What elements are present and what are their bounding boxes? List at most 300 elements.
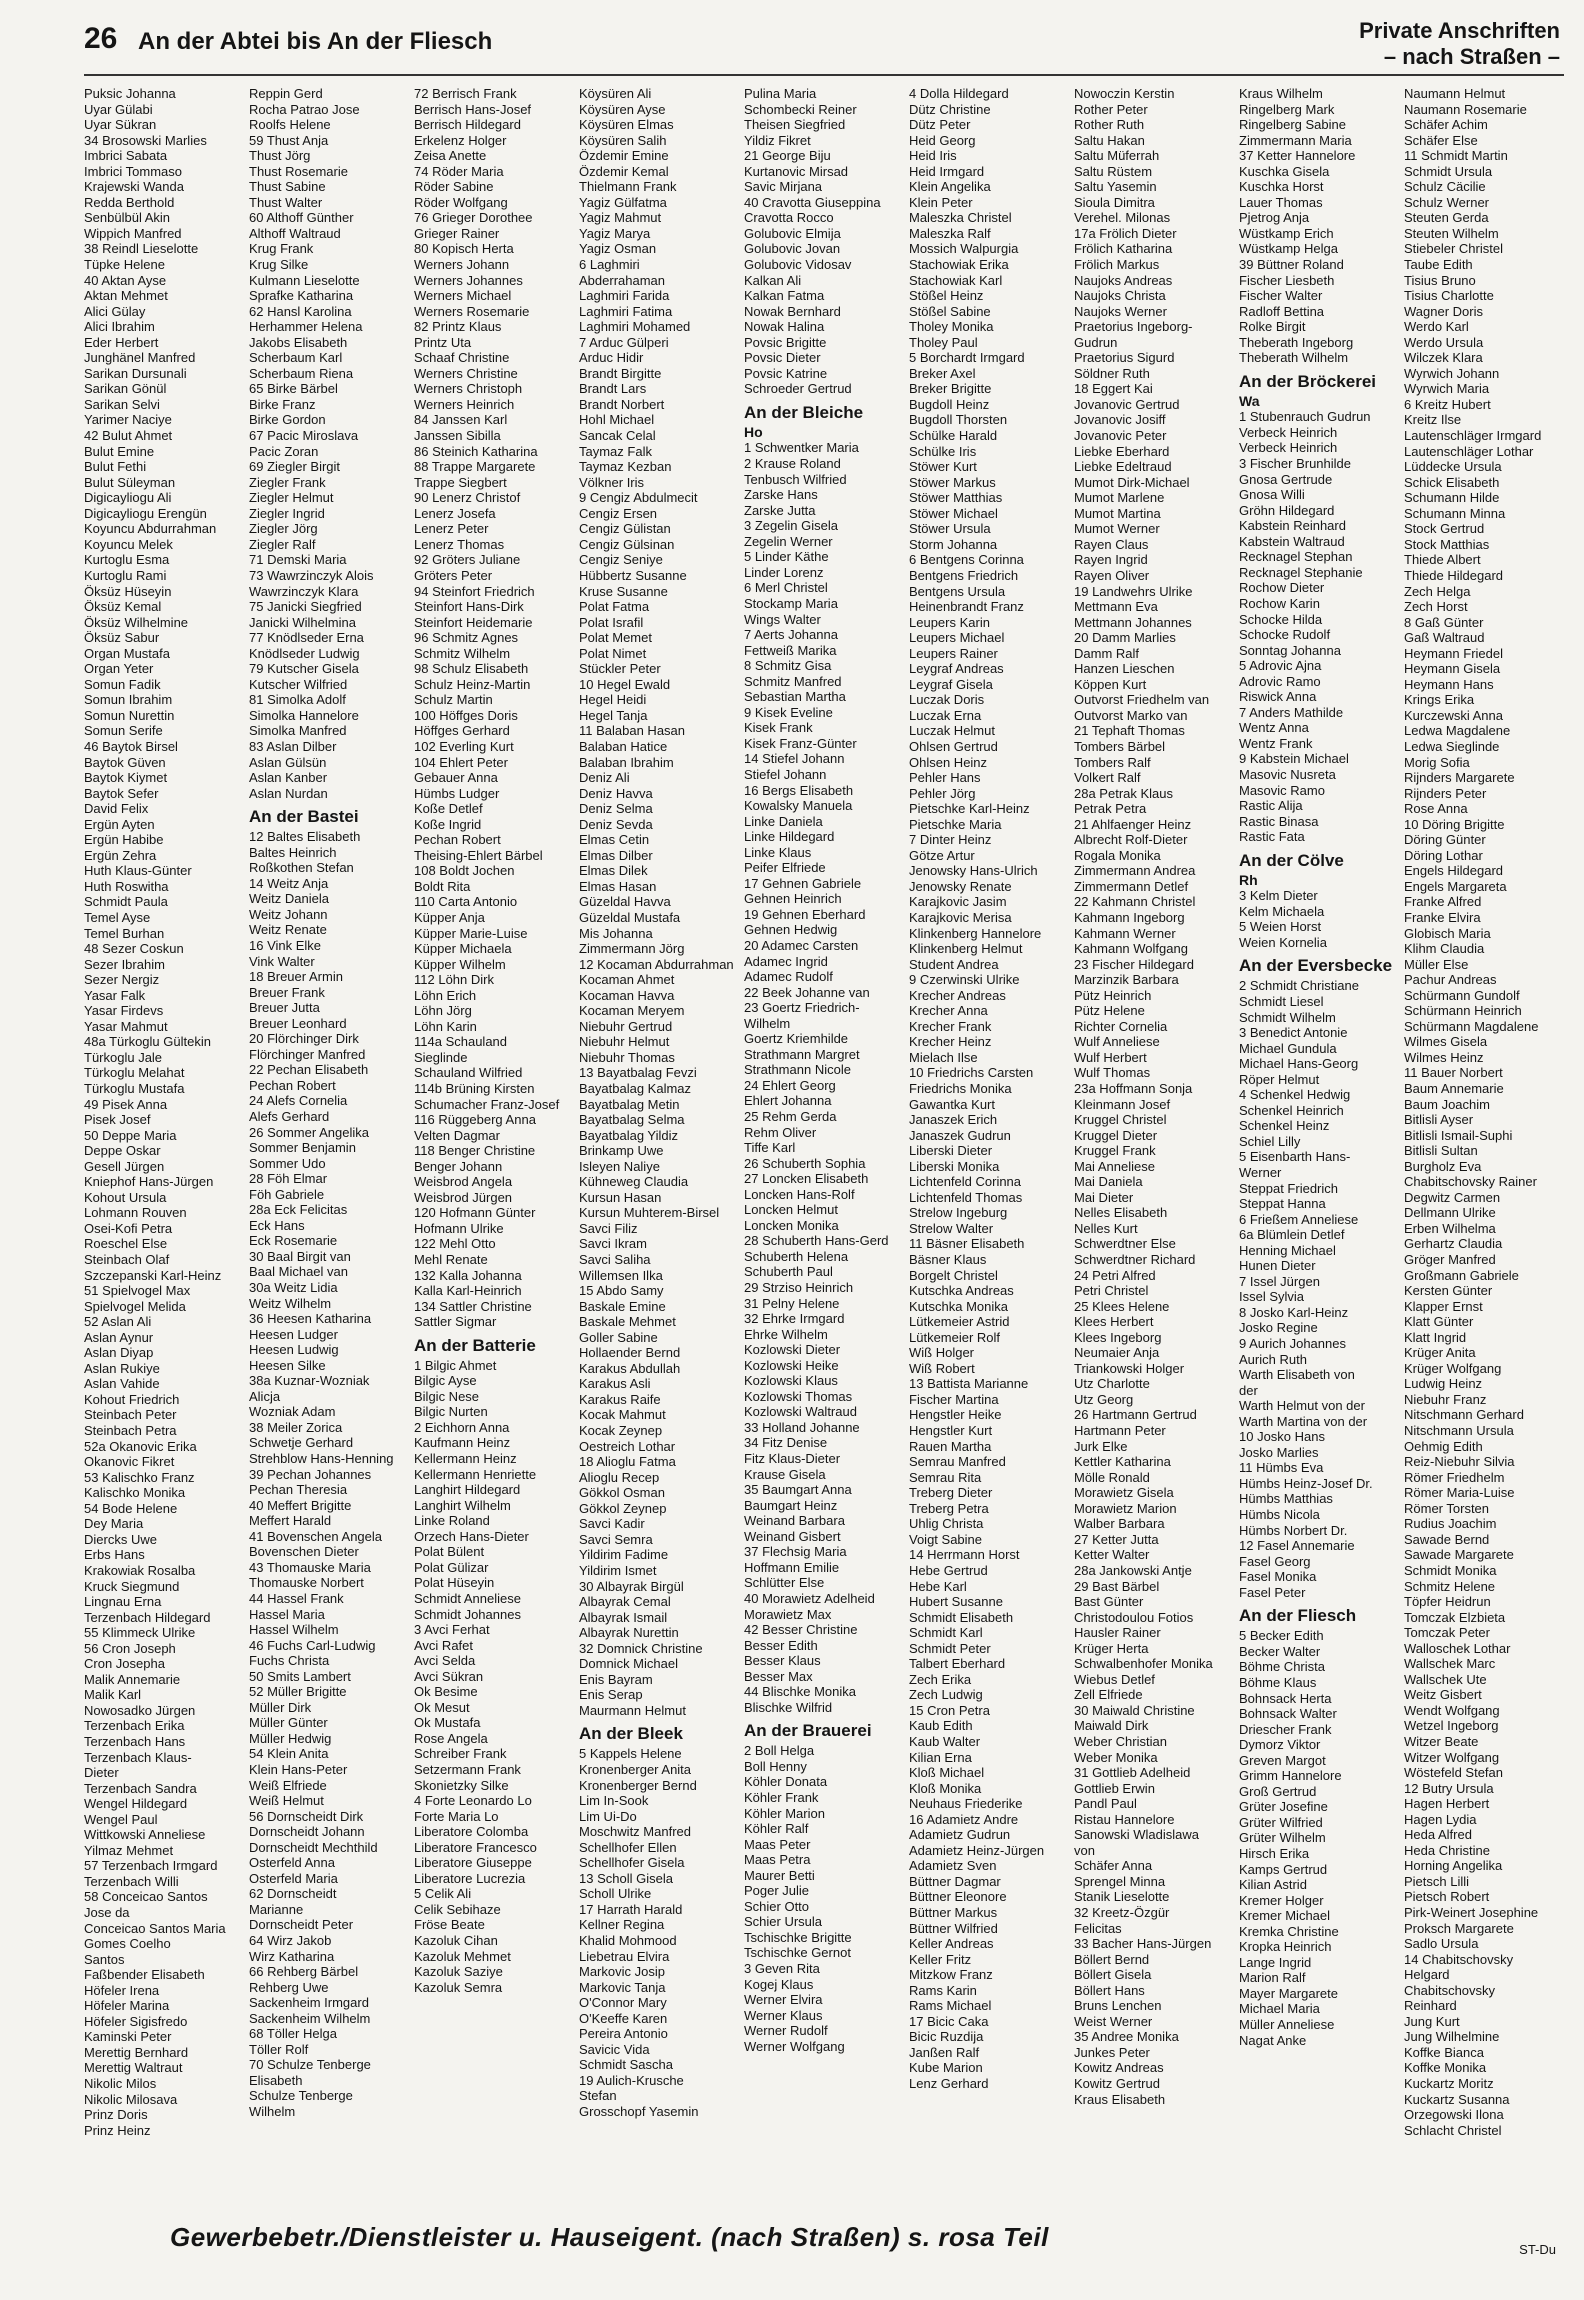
list-item: Roßkothen Stefan	[249, 860, 354, 876]
list-item: Yasar Mahmut	[84, 1018, 168, 1034]
list-item: Voigt Sabine	[909, 1531, 983, 1547]
list-item: 43 Thomauske Maria	[249, 1559, 371, 1575]
list-item: Avci Sükran	[414, 1668, 484, 1684]
list-item: 50 Smits Lambert	[249, 1668, 351, 1684]
list-item: Josko Marlies	[1239, 1444, 1319, 1460]
list-item: Krüger Herta	[1074, 1640, 1149, 1656]
list-item: Praetorius Ingeborg-	[1074, 319, 1193, 335]
list-item: Abderrahaman	[579, 272, 665, 288]
list-item: 27 Ketter Jutta	[1074, 1531, 1159, 1547]
list-item: Weitz Daniela	[249, 891, 329, 907]
list-item: 37 Ketter Hannelore	[1239, 148, 1356, 164]
list-item: Wulf Anneliese	[1074, 1034, 1160, 1050]
list-item: Deniz Ali	[579, 770, 630, 786]
directory-column	[579, 86, 747, 2120]
list-item: Hassel Wilhelm	[249, 1622, 339, 1638]
list-item: Horning Angelika	[1404, 1858, 1503, 1874]
list-item: 36 Heesen Katharina	[249, 1311, 372, 1327]
list-item: Köppen Kurt	[1074, 676, 1147, 692]
list-item: Pechan Theresia	[249, 1482, 348, 1498]
list-item: Laghmiri Mohamed	[579, 319, 691, 335]
list-item: Gehnen Hedwig	[744, 922, 838, 938]
list-item: Köhler Donata	[744, 1774, 828, 1790]
list-item: Römer Torsten	[1404, 1500, 1490, 1516]
list-item: Zech Horst	[1404, 599, 1468, 615]
list-item: Alioglu Recep	[579, 1469, 660, 1485]
list-item: Outvorst Marko van	[1074, 707, 1188, 723]
list-item: Liberatore Francesco	[414, 1839, 537, 1855]
list-item: Nowosadko Jürgen	[84, 1702, 196, 1718]
list-item: Groß Gertrud	[1239, 1783, 1317, 1799]
list-item: Bitlisli Ismail-Suphi	[1404, 1127, 1513, 1143]
list-item: Masovic Ramo	[1239, 782, 1325, 798]
list-item: 14 Herrmann Horst	[909, 1547, 1020, 1563]
list-item: Heesen Ludger	[249, 1326, 338, 1342]
list-item: 67 Pacic Miroslava	[249, 428, 359, 444]
list-item: Nowak Halina	[744, 319, 825, 335]
list-item: Terzenbach Erika	[84, 1718, 185, 1734]
list-item: Saltu Rüstem	[1074, 163, 1153, 179]
list-item: 68 Töller Helga	[249, 2026, 337, 2042]
list-item: 102 Everling Kurt	[414, 738, 514, 754]
list-item: Aurich Ruth	[1239, 1351, 1307, 1367]
list-item: Jovanovic Peter	[1074, 428, 1167, 444]
list-item: Treberg Dieter	[909, 1485, 993, 1501]
list-item: Schmitz Manfred	[744, 673, 842, 689]
list-item: 5 Weien Horst	[1239, 919, 1322, 935]
list-item: Schmidt Anneliese	[414, 1590, 521, 1606]
list-item: Baytok Sefer	[84, 785, 159, 801]
list-item: Bilgic Nese	[414, 1388, 480, 1404]
list-item: Klinkenberg Helmut	[909, 941, 1023, 957]
list-item: 39 Pechan Johannes	[249, 1466, 372, 1482]
list-item: Rams Michael	[909, 1998, 992, 2014]
list-item: Roolfs Helene	[249, 117, 331, 133]
list-item: 10 Hegel Ewald	[579, 676, 671, 692]
list-item: Fettweiß Marika	[744, 642, 837, 658]
list-item: Strelow Walter	[909, 1220, 994, 1236]
list-item: 53 Kalischko Franz	[84, 1469, 195, 1485]
list-item: Sprengel Minna	[1074, 1873, 1166, 1889]
list-item: 6 Bentgens Corinna	[909, 552, 1024, 568]
list-item: Okanovic Fikret	[84, 1454, 175, 1470]
list-item: Karajkovic Jasim	[909, 894, 1007, 910]
list-item: Götze Artur	[909, 847, 975, 863]
list-item: Rams Karin	[909, 1982, 977, 1998]
list-item: Ledwa Sieglinde	[1404, 738, 1500, 754]
list-item: Roeschel Else	[84, 1236, 168, 1252]
list-item: Liberski Monika	[909, 1158, 1000, 1174]
list-item: Breuer Leonhard	[249, 1015, 347, 1031]
list-item: Storm Johanna	[909, 536, 998, 552]
list-item: Klein Peter	[909, 194, 973, 210]
list-item: Treberg Petra	[909, 1500, 989, 1516]
list-item: Pjetrog Anja	[1239, 210, 1310, 226]
list-item: Grieger Rainer	[414, 225, 500, 241]
list-item: Schenkel Heinrich	[1239, 1102, 1344, 1118]
list-item: 40 Morawietz Adelheid	[744, 1590, 875, 1606]
list-item: Jakobs Elisabeth	[249, 334, 348, 350]
list-item: Klatt Günter	[1404, 1314, 1474, 1330]
list-item: Kube Marion	[909, 2060, 983, 2076]
list-item: 15 Cron Petra	[909, 1702, 990, 1718]
list-item: Werdo Ursula	[1404, 334, 1484, 350]
list-item: 84 Janssen Karl	[414, 412, 508, 428]
list-item: 76 Grieger Dorothee	[414, 210, 533, 226]
list-item: Röder Sabine	[414, 179, 494, 195]
list-item: Sezer Ibrahim	[84, 956, 165, 972]
list-item: Sawade Margarete	[1404, 1547, 1514, 1563]
list-item: Deppe Oskar	[84, 1143, 161, 1159]
list-item: Richter Cornelia	[1074, 1018, 1168, 1034]
list-item: Trappe Siegbert	[414, 474, 507, 490]
list-item: 5 Eisenbarth Hans-	[1239, 1149, 1351, 1165]
list-item: Digicayliogu Ali	[84, 490, 172, 506]
list-item: Brandt Norbert	[579, 396, 665, 412]
list-item: Golubovic Elmija	[744, 225, 841, 241]
list-item: Driescher Frank	[1239, 1721, 1332, 1737]
list-item: Pechan Robert	[249, 1077, 336, 1093]
list-item: Rijnders Peter	[1404, 785, 1487, 801]
list-item: Heid Georg	[909, 132, 976, 148]
list-item: Loncken Hans-Rolf	[744, 1186, 855, 1202]
list-item: Wings Walter	[744, 611, 821, 627]
list-item: Kabstein Reinhard	[1239, 518, 1346, 534]
list-item: Werner Klaus	[744, 2007, 823, 2023]
list-item: Kronenberger Anita	[579, 1761, 692, 1777]
list-item: Baytok Kiymet	[84, 770, 168, 786]
list-item: Kaub Edith	[909, 1718, 973, 1734]
list-item: Stiebeler Christel	[1404, 241, 1503, 257]
list-item: Jose da	[84, 1904, 130, 1920]
list-item: Höfeler Sigisfredo	[84, 2013, 188, 2029]
list-item: 1 Schwentker Maria	[744, 440, 859, 456]
list-item: Prinz Heinz	[84, 2122, 151, 2138]
list-item: Ziegler Ralf	[249, 536, 316, 552]
list-item: 94 Steinfort Friedrich	[414, 583, 535, 599]
list-item: Yagiz Osman	[579, 241, 657, 257]
list-item: Mai Dieter	[1074, 1189, 1134, 1205]
list-item: Werners Christoph	[414, 381, 523, 397]
list-item: Koffke Monika	[1404, 2060, 1487, 2076]
list-item: Sezer Nergiz	[84, 972, 160, 988]
list-item: Janssen Sibilla	[414, 428, 501, 444]
list-item: 82 Printz Klaus	[414, 319, 502, 335]
list-item: Lingnau Erna	[84, 1594, 162, 1610]
list-item: Yildiz Fikret	[744, 132, 811, 148]
list-item: Wöstefeld Stefan	[1404, 1765, 1503, 1781]
list-item: Völkner Iris	[579, 474, 645, 490]
list-item: Hassel Maria	[249, 1606, 325, 1622]
list-item: 8 Gaß Günter	[1404, 614, 1484, 630]
list-item: Kellner Regina	[579, 1917, 665, 1933]
list-item: Forte Maria Lo	[414, 1808, 499, 1824]
list-item: Petrak Petra	[1074, 801, 1147, 817]
list-item: Kruck Siegmund	[84, 1578, 180, 1594]
list-item: Kaufmann Heinz	[414, 1435, 511, 1451]
list-item: 16 Vink Elke	[249, 937, 322, 953]
list-item: Hoffmann Emilie	[744, 1559, 840, 1575]
list-item: 10 Döring Brigitte	[1404, 816, 1505, 832]
list-item: Terzenbach Sandra	[84, 1780, 197, 1796]
list-item: Jung Wilhelmine	[1404, 2029, 1500, 2045]
list-item: Hümbs Nicola	[1239, 1507, 1320, 1523]
list-item: Röder Wolfgang	[414, 194, 508, 210]
list-item: Zech Ludwig	[909, 1687, 983, 1703]
list-item: Böllert Hans	[1074, 1982, 1145, 1998]
list-item: 44 Blischke Monika	[744, 1684, 856, 1700]
list-item: 62 Hansl Karolina	[249, 303, 352, 319]
list-item: Rogala Monika	[1074, 847, 1161, 863]
list-item: Besser Klaus	[744, 1653, 821, 1669]
list-item: Zimmermann Maria	[1239, 132, 1352, 148]
list-item: 33 Bacher Hans-Jürgen	[1074, 1936, 1212, 1952]
list-item: Degwitz Carmen	[1404, 1189, 1501, 1205]
list-item: Kruggel Christel	[1074, 1112, 1167, 1128]
list-item: 13 Scholl Gisela	[579, 1870, 673, 1886]
list-item: 14 Stiefel Johann	[744, 751, 845, 767]
list-item: Bulut Emine	[84, 443, 155, 459]
list-item: Polat Fatma	[579, 599, 650, 615]
list-item: Thomauske Norbert	[249, 1575, 364, 1591]
street-heading: An der Batterie	[414, 1335, 536, 1355]
list-item: 5 Borchardt Irmgard	[909, 350, 1025, 366]
list-item: Jurk Elke	[1074, 1438, 1128, 1454]
list-item: Saltu Hakan	[1074, 132, 1145, 148]
list-item: Rochow Dieter	[1239, 580, 1325, 596]
list-item: Helgard	[1404, 1967, 1450, 1983]
list-item: Deniz Havva	[579, 785, 653, 801]
list-item: Utz Charlotte	[1074, 1376, 1150, 1392]
list-item: Bulut Süleyman	[84, 474, 176, 490]
list-item: Polat Hüseyin	[414, 1575, 495, 1591]
list-item: 1 Stubenrauch Gudrun	[1239, 409, 1371, 425]
list-item: Burgholz Eva	[1404, 1158, 1482, 1174]
list-item: Weitz Renate	[249, 922, 327, 938]
list-item: Marianne	[249, 1901, 304, 1917]
list-item: Steinbach Peter	[84, 1407, 177, 1423]
list-item: Koße Detlef	[414, 801, 483, 817]
list-item: Warth Martina von der	[1239, 1413, 1368, 1429]
list-item: Aslan Nurdan	[249, 785, 328, 801]
list-item: 5 Becker Edith	[1239, 1628, 1324, 1644]
list-item: Sprafke Katharina	[249, 288, 354, 304]
street-heading: An der Bleiche	[744, 402, 864, 422]
list-item: Wiß Robert	[909, 1360, 975, 1376]
list-item: Temel Ayse	[84, 909, 151, 925]
list-item: Müller Dirk	[249, 1699, 312, 1715]
list-item: Fuchs Christa	[249, 1653, 330, 1669]
list-item: Pietschke Karl-Heinz	[909, 801, 1030, 817]
list-item: Wilmes Heinz	[1404, 1049, 1484, 1065]
list-item: 26 Schuberth Sophia	[744, 1155, 866, 1171]
list-item: Baal Michael van	[249, 1264, 348, 1280]
list-item: 7 Issel Jürgen	[1239, 1273, 1320, 1289]
list-item: Friedrichs Monika	[909, 1081, 1012, 1096]
list-item: Althoff Waltraud	[249, 225, 341, 241]
list-item: Hengstler Heike	[909, 1407, 1002, 1423]
list-item: Kursun Hasan	[579, 1189, 662, 1205]
list-item: Grosschopf Yasemin	[579, 2104, 699, 2119]
list-item: Brandt Birgitte	[579, 365, 662, 381]
list-item: 66 Rehberg Bärbel	[249, 1964, 359, 1980]
list-item: Baum Annemarie	[1404, 1081, 1504, 1096]
list-item: Lenz Gerhard	[909, 2076, 989, 2091]
list-item: Organ Yeter	[84, 661, 154, 677]
list-item: Henning Michael	[1239, 1242, 1336, 1258]
list-item: 34 Brosowski Marlies	[84, 132, 207, 148]
list-item: Müller Hedwig	[249, 1730, 332, 1746]
list-item: Köhler Frank	[744, 1789, 819, 1805]
list-item: 30 Maiwald Christine	[1074, 1702, 1195, 1718]
list-item: Schmidt Karl	[909, 1625, 983, 1641]
list-item: 5 Kappels Helene	[579, 1746, 682, 1762]
directory-column	[84, 86, 252, 2138]
list-item: Adrovic Ramo	[1239, 673, 1321, 689]
list-item: Diercks Uwe	[84, 1531, 157, 1547]
list-item: Schülke Harald	[909, 428, 998, 444]
footer-note: Gewerbebetr./Dienstleister u. Hauseigent. (nach Straßen) s. rosa Teil	[170, 2222, 1049, 2252]
list-item: Hümbs Matthias	[1239, 1491, 1333, 1507]
list-item: Schmidt Elisabeth	[909, 1609, 1014, 1625]
list-item: Enis Bayram	[579, 1671, 653, 1687]
list-item: Rother Ruth	[1074, 117, 1145, 133]
list-item: 120 Hofmann Günter	[414, 1205, 536, 1221]
list-item: Rastic Fata	[1239, 829, 1305, 845]
list-item: Printz Uta	[414, 334, 472, 350]
list-item: Strathmann Margret	[744, 1046, 860, 1062]
list-item: Kowitz Gertrud	[1074, 2076, 1160, 2091]
list-item: Kamps Gertrud	[1239, 1861, 1328, 1877]
list-item: Aslan Vahide	[84, 1376, 160, 1392]
list-item: Kniephof Hans-Jürgen	[84, 1174, 214, 1190]
list-item: 8 Josko Karl-Heinz	[1239, 1304, 1349, 1320]
list-item: Kronenberger Bernd	[579, 1777, 697, 1793]
list-item: Bäsner Klaus	[909, 1252, 987, 1268]
list-item: 108 Boldt Jochen	[414, 863, 515, 879]
list-item: Lautenschläger Lothar	[1404, 443, 1534, 459]
list-item: Vink Walter	[249, 953, 315, 969]
list-item: Baytok Güven	[84, 754, 166, 770]
list-item: Ehlert Johanna	[744, 1093, 832, 1109]
list-item: 17 Gehnen Gabriele	[744, 875, 862, 891]
list-item: Wüstkamp Helga	[1239, 241, 1338, 257]
list-item: Albayrak Nurettin	[579, 1625, 679, 1641]
list-item: Küpper Michaela	[414, 941, 512, 957]
list-item: Ok Besime	[414, 1684, 478, 1700]
street-heading: An der Bröckerei	[1239, 371, 1376, 391]
list-item: Wilczek Klara	[1404, 350, 1483, 366]
list-item: Stöwer Ursula	[909, 521, 991, 537]
list-item: Terzenbach Willi	[84, 1873, 179, 1889]
list-item: 69 Ziegler Birgit	[249, 459, 341, 475]
list-item: 4 Dolla Hildegard	[909, 86, 1009, 101]
list-item: Werner	[1239, 1165, 1282, 1180]
list-item: Besser Max	[744, 1668, 813, 1684]
list-item: Ziegler Jörg	[249, 521, 318, 537]
list-item: Brandt Lars	[579, 381, 647, 397]
list-item: Sommer Benjamin	[249, 1140, 356, 1156]
list-item: Polat Memet	[579, 630, 652, 646]
list-item: Maas Petra	[744, 1852, 811, 1868]
list-item: Gnosa Gertrude	[1239, 471, 1333, 487]
list-item: 12 Kocaman Abdurrahman	[579, 956, 734, 972]
list-item: Kowitz Andreas	[1074, 2060, 1164, 2076]
list-item: Schäfer Anna	[1074, 1858, 1153, 1874]
list-item: Sackenheim Irmgard	[249, 1995, 369, 2011]
list-item: Grüter Josefine	[1239, 1799, 1328, 1815]
list-item: Povsic Katrine	[744, 365, 828, 381]
list-item: Jovanovic Josiff	[1074, 412, 1166, 428]
list-item: 52 Aslan Ali	[84, 1314, 152, 1330]
list-item: Wendt Wolfgang	[1404, 1702, 1500, 1718]
list-item: Merettig Waltraut	[84, 2060, 183, 2076]
list-item: 52a Okanovic Erika	[84, 1438, 197, 1454]
list-item: Lenerz Thomas	[414, 536, 505, 552]
list-item: Kilian Erna	[909, 1749, 972, 1765]
list-item: Werners Heinrich	[414, 396, 515, 412]
list-item: Küpper Anja	[414, 909, 485, 925]
list-item: Zarske Jutta	[744, 502, 816, 518]
list-item: Kurtanovic Mirsad	[744, 163, 849, 179]
list-item: Müller Else	[1404, 956, 1469, 972]
list-item: Schwetje Gerhard	[249, 1435, 354, 1451]
list-item: Wengel Hildegard	[84, 1796, 188, 1812]
list-item: Rother Peter	[1074, 101, 1148, 117]
list-item: Isleyen Naliye	[579, 1158, 660, 1174]
list-item: 7 Anders Mathilde	[1239, 704, 1344, 720]
list-item: Linke Roland	[414, 1513, 490, 1529]
list-item: Thust Walter	[249, 194, 323, 210]
list-item: Steinfort Hans-Dirk	[414, 599, 524, 615]
list-item: Polat Nimet	[579, 645, 647, 661]
list-item: Ledwa Magdalene	[1404, 723, 1511, 739]
list-item: Schuberth Paul	[744, 1264, 833, 1280]
list-item: 70 Schulze Tenberge	[249, 2057, 371, 2073]
list-item: Schlütter Else	[744, 1575, 825, 1591]
list-item: Krecher Andreas	[909, 987, 1006, 1003]
list-item: Krakowiak Rosalba	[84, 1562, 196, 1578]
list-item: Ergün Habibe	[84, 832, 164, 848]
list-item: Schürmann Gundolf	[1404, 987, 1520, 1003]
list-item: Mumot Martina	[1074, 505, 1161, 521]
list-item: Mielach Ilse	[909, 1049, 978, 1065]
list-item: Markovic Josip	[579, 1964, 665, 1980]
list-item: Sackenheim Wilhelm	[249, 2010, 371, 2026]
list-item: 21 Ahlfaenger Heinz	[1074, 816, 1192, 832]
list-item: Dornscheidt Mechthild	[249, 1839, 378, 1855]
list-item: Kohout Ursula	[84, 1189, 167, 1205]
list-item: Zimmermann Jörg	[579, 941, 685, 957]
list-item: Elmas Cetin	[579, 832, 650, 848]
list-item: Nitschmann Ursula	[1404, 1423, 1514, 1439]
list-item: Kocaman Ahmet	[579, 972, 675, 988]
list-item: 14 Weitz Anja	[249, 875, 329, 891]
list-item: Yildirim Ismet	[579, 1562, 657, 1578]
list-item: Junkes Peter	[1074, 2044, 1150, 2060]
list-item: Föh Gabriele	[249, 1186, 325, 1202]
list-item: Karakus Raife	[579, 1391, 661, 1407]
list-item: Tisius Bruno	[1404, 272, 1476, 288]
list-item: Redda Berthold	[84, 194, 175, 210]
list-item: Wallschek Marc	[1404, 1656, 1496, 1672]
list-item: 3 Benedict Antonie	[1239, 1025, 1348, 1041]
list-item: Leygraf Gisela	[909, 676, 993, 692]
list-item: Lohmann Rouven	[84, 1205, 187, 1221]
list-item: 96 Schmitz Agnes	[414, 630, 519, 646]
list-item: Yasar Firdevs	[84, 1003, 164, 1019]
list-item: Huth Roswitha	[84, 878, 169, 894]
